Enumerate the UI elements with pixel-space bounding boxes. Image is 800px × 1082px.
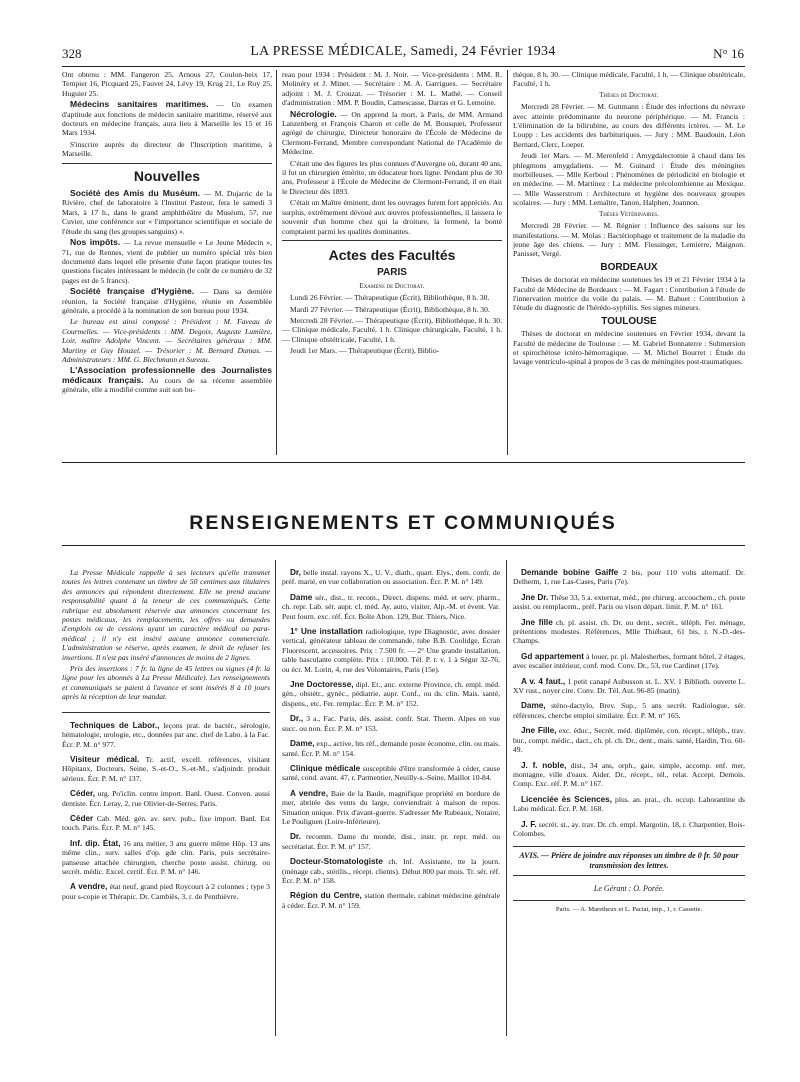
classified-ad bbox=[513, 795, 745, 814]
article-bureau: reau pour 1934 : Président : M. J. Noir. — Vice-présidents : MM. R. Molinéry et J. Minet. — Secrétaire : M. A. Garrigues. — Secrétaire adjoint : M. J. Crouzat. — Trésorier : M. L. Mathé. — Conseil d'administration : MM. P. Boudin, Camescasse, Darras et G. Lemoine. bbox=[282, 70, 502, 108]
classified-ad-head: A v. 4 faut., bbox=[521, 676, 566, 686]
section-title-nouvelles: Nouvelles bbox=[133, 167, 201, 184]
classified-ad-head: Gd appartement bbox=[521, 651, 584, 661]
classified-ad-text: Tr. actif, excell. références, visitant Hôpitaux, Docteurs, Seine, S.-et-O., S.-et-M., s'adjoindr. produit sérieux. Écr. P. M. n° 137. bbox=[62, 754, 270, 783]
classified-ad-head: Clinique médicale bbox=[290, 763, 361, 773]
classified-ad-text: radiologique, type Diagnostic, avec dossier vertical, générateur tableau de commande, tube B.B. Coolidge, Écran Fluorescent, accessoires. Prix : 7.500 fr. — 2° Une grande installation, table basculante complète. Prix : 10.000. Tél. P. r. v. 1 à Ségur 32-76, ou écr. M. Lorin, 4, rue des Volontaires, Paris (15e). bbox=[282, 627, 501, 674]
classified-ad-head: Techniques de Labor., bbox=[70, 720, 160, 730]
section-title-actes: Actes des Facultés bbox=[328, 246, 456, 263]
exam-day-3: Mercredi 28 Février. — Thérapeutique (Écrit), Bibliothèque, 8 h. 30. — Clinique médicale, Faculté, 1 h. Clinique chirurgicale, Faculté, 1 h. — Clinique obstétricale, Faculté, 1 h. bbox=[282, 315, 502, 344]
article-association: L'Association professionnelle des Journalistes médicaux français. Au cours de sa récente assemblée générale, elle a modifié comme suit son bu- bbox=[62, 365, 272, 395]
issue-number: N° 16 bbox=[713, 46, 744, 61]
ads-notice: La Presse Médicale rappelle à ses lecteurs qu'elle transmet toutes les lettres contenant un timbre de 50 centimes aux titulaires des annonces qui répondent directement. Elle ne prend aucune responsabilité quant à la teneur de ces communiqués. Cette rubrique est absolument réservée aux annonces concernant les postes médicaux, les remplacements, les offres ou demandes d'emplois ou de cessions ayant un caractère médical ou para-médical ; il n'y est inséré aucune annonce commerciale. L'administration se réserve, après examen, le droit de refuser les insertions. Il n'est pas inséré d'annonces de moins de 2 lignes. bbox=[62, 568, 270, 662]
classified-ad-head: Jne fille bbox=[521, 617, 553, 627]
exam-day-2: Mardi 27 Février. — Thérapeutique (Écrit), Bibliothèque, 8 h. 30. bbox=[290, 304, 490, 314]
classified-ad bbox=[282, 627, 500, 674]
article-necrologie-3: C'était un Maître éminent, dont les ouvrages furent fort appréciés. Au surplus, extrêmement dévoué aux œuvres professionnelles, il laissera le souvenir d'un homme chez qui la droiture, la fermeté, la bonté comptaient parmi les qualités dominantes. bbox=[282, 198, 502, 236]
classified-ad-text: ch. pl. assist. ch. Dr. ou dent., secrét., téléph. Fer. ménage, prétentions modestes. Références, Mlle Thiébaut, 61 bis, r. N.-D.-des-Champs. bbox=[513, 617, 745, 646]
exam-results: Ont obtenu : MM. Fangeron 25, Arnous 27, Coulon-beix 17, Tempier 16, Picquard 25, Fauvet 24, Lévy 19, Krug 21, Le Roy 25, Huguier 25. bbox=[62, 70, 272, 98]
classified-ad-text: état neuf, grand pied Roycourt à 2 colonnes ; type 3 pour s-copie et Thérapic. Dr. Cambiès, 3, r. de Penthièvre. bbox=[62, 882, 270, 901]
subsection-paris: PARIS bbox=[377, 267, 407, 279]
classified-ad-text: 3 a., Fac. Paris, dés. assist. confr. Stat. Therm. Alpes en vue succ. ou non. Écr. P. M. n° 153. bbox=[282, 714, 500, 733]
classified-ad bbox=[282, 739, 500, 758]
classified-ad-head: Région du Centre, bbox=[290, 891, 362, 901]
classified-ad-text: sér., dist., tr. recom., Direct. dispens. méd. et serv. pharm., ch. repr. Lab. sér. aupr. cl. méd. Ay. auto, visiter, Alp.-M. et évent. Var. Peut fourn. exc. réf. Écr. Boîte Abon. 129, Bur. Thiers, Nice. bbox=[282, 592, 500, 621]
subsection-bordeaux: BORDEAUX bbox=[600, 261, 658, 273]
classified-ad-text: urg. Po'iclin. centre import. Banl. Ouest. Conven. aussi dentiste. Écr. Leray, 2, rue Olivier-de-Serres, Paris. bbox=[62, 789, 270, 808]
classified-ad-head: Céder bbox=[70, 813, 94, 823]
avis-notice: AVIS. — Prière de joindre aux réponses un timbre de 0 fr. 50 pour transmission des lettres. bbox=[519, 851, 739, 871]
exams-heading: Examens de Doctorat. bbox=[359, 282, 425, 290]
avis-rule-top bbox=[513, 846, 745, 847]
classified-ad-text: exp., active, hts réf., demande poste économe, clin. ou mais. santé. Écr. P. M. n° 154. bbox=[282, 739, 500, 758]
classified-ad-text: 1 petit canapé Aubusson st. L. XV. 1 Biblioth. ouverte L. XV rust., noyer cire. Conv. Dr. Tél. Aut. 96-85 (matin). bbox=[513, 676, 746, 696]
theses-heading: Thèses de Doctorat. bbox=[599, 91, 659, 99]
classified-ad-head: Jne Fille, bbox=[521, 726, 557, 736]
article-necrologie-2: C'était une des figures les plus connues d'Auvergne où, durant 40 ans, il fut un chirurgien émérite, un éducateur hors ligne. Pendant plus de 30 ans, Professeur à l'École de Médecine de Clermont-Ferrand, il en était le Directeur dès 1893. bbox=[282, 158, 503, 196]
classified-ad-head: Dame, bbox=[521, 701, 546, 711]
classified-ad bbox=[62, 755, 270, 783]
classified-ad-text: plus. an. prat., ch. occup. Laborantine ds Labo médical. Écr. P. M. 168. bbox=[513, 794, 745, 814]
classified-ad-text: leçons prat. de bactér., sérologie, hématologie, urologie, etc., données par anc. chef de Labo. à la Fac. Écr. P. M. n° 977. bbox=[62, 720, 271, 749]
classified-ad bbox=[62, 882, 270, 901]
exam-day-4: Jeudi 1er Mars. — Thérapeutique (Écrit), Biblio- bbox=[290, 346, 440, 356]
avis-rule-bottom bbox=[513, 875, 745, 876]
section-divider bbox=[62, 462, 745, 463]
title-rule bbox=[62, 545, 745, 546]
renseignements-title: RENSEIGNEMENTS ET COMMUNIQUÉS bbox=[189, 512, 617, 534]
ads-column-1 bbox=[62, 568, 270, 907]
classified-ad-head: Jne Dr. bbox=[521, 592, 549, 602]
classified-ad bbox=[62, 721, 270, 749]
ads-list-3 bbox=[513, 568, 745, 838]
classified-ad-text: sténo-dactylo, Brev. Sup., 5 ans secrét. Radiologue, sér. références, cherche emploi similaire. Écr. P. M. n° 165. bbox=[513, 701, 745, 720]
classified-ad-text: à louer, pr. pl. Malesherbes, formant hôtel, 2 étages, avec escalier intérieur, conf. mod. Conv. Dr., 53, rue Cardinet (17e). bbox=[513, 651, 745, 671]
exam-day-1: Lundi 26 Février. — Thérapeutique (Écrit), Bibliothèque, 8 h. 30. bbox=[290, 293, 490, 303]
classified-ad-text: ch. Inf. Assistante, tte la journ. (ménage cab., stérilis., récept. clients). Début 800 par mois. Tr. sér. réf. Écr. P. M. n° 158. bbox=[282, 857, 500, 885]
classified-ad bbox=[282, 832, 500, 851]
classified-ad-head: J. f. noble, bbox=[521, 760, 567, 770]
classified-ad-text: 16 ans métier, 3 ans guerre même Hôp. 13 ans même clin., surv. salles d'op. gde clin. Paris, puis secrétaire-panseuse attachée chirurgien, cherche poste assist. chirurg. ou secrét. médic. Excel. certif. Écr. P. M. n° 146. bbox=[62, 838, 270, 876]
column-2 bbox=[282, 70, 502, 358]
article-impots: Nos impôts. — La revue mensuelle « Le Jeune Médecin », 71, rue de Rennes, vient de publier un numéro spécial très bien documenté dans lequel elle présente d'une façon pratique toutes les questions fiscales intéressant le médecin (le coût de ce numéro de 32 pages est de 5 francs). bbox=[62, 237, 272, 285]
article-medecins-2: S'inscrire auprès du directeur de l'Inscription maritime, à Marseille. bbox=[62, 139, 272, 159]
classified-ad-head: A vendre, bbox=[70, 882, 108, 892]
classified-ad-text: Cab. Méd. gén. av. serv. pub., fixe import. Banl. Est touch. Paris. Écr. P. M. n° 145. bbox=[62, 813, 270, 833]
classified-ad bbox=[62, 839, 270, 877]
classified-ad-head: 1° Une installation bbox=[290, 627, 363, 637]
article-amis-museum: Société des Amis du Muséum. — M. Dujarric de la Rivière, chef de laboratoire à l'Institut Pasteur, fera le samedi 3 Mars, à 17 h., dans le grand amphithéâtre du Muséum, 57, rue Cuvier, une conférence sur « l'importance scientifique et sociale de l'étude du sang (les groupes sanguins) ». bbox=[62, 188, 272, 236]
classified-ad bbox=[282, 857, 500, 885]
classified-ad bbox=[513, 593, 745, 612]
bordeaux-text: Thèses de doctorat en médecine soutenues les 19 et 21 Février 1934 à la Faculté de Médecine de Bordeaux : — M. Fagart : Contribution à l'étude de l'innervation motrice du voile du palais. — M. Bahuet : Contribution à l'étude du diagnostic de l'hérédo-syphilis. Ses signes mineurs. bbox=[513, 275, 745, 313]
classified-ad-text: dipl. Et., anc. externe Province, ch. empl. méd. gén., obstétr., gynéc., pédiatrie, aupr. Conf., ou ds. clin. Mais. santé, dispens., etc. Fer. remplac. Écr. P. M. n° 152. bbox=[282, 680, 500, 708]
classified-ad bbox=[282, 764, 500, 783]
classified-ad bbox=[62, 814, 270, 833]
classified-ad bbox=[62, 789, 270, 808]
classified-ad-text: susceptible d'être transformée à céder, cause santé, cond. avant. 47, r. Parmentier, Neuilly-s.-Seine, Maillot 10-84. bbox=[282, 763, 500, 783]
gerant-line: Le Gérant : O. Porée. bbox=[593, 884, 665, 894]
toulouse-text: Thèses de doctorat en médecine soutenues en Février 1934, devant la Faculté de médecine de Toulouse : — M. Gabriel Bonnaterre : Submersion et spirochétose ictéro-hémorragique. — M. Michel Bourret : Étude du lavage ventriculo-spinal à propos de 3 cas de méningites post-traumatiques. bbox=[513, 329, 745, 367]
imprint-rule bbox=[513, 900, 745, 901]
classified-ad-head: Demande bobine Gaiffe bbox=[521, 568, 619, 577]
article-necrologie: Nécrologie. — On apprend la mort, à Paris, de MM. Armand Lanzenberg et François Charon et celle de M. Bousquet, Professeur agrégé de chirurgie, Directeur honoraire de l'École de Médecine de Clermont-Ferrand, Membre correspondant National de l'Académie de Médecine. bbox=[282, 108, 502, 157]
classified-ad bbox=[282, 593, 500, 621]
classified-ad-head: Dame, bbox=[290, 739, 315, 749]
classified-ad bbox=[513, 677, 745, 696]
column-divider bbox=[276, 70, 277, 455]
classified-ad-text: station thermale, cabinet médecine générale à céder. Écr. P. M. n° 159. bbox=[282, 891, 500, 910]
classified-ad bbox=[282, 789, 500, 827]
classified-ad bbox=[513, 726, 745, 754]
publication-title: LA PRESSE MÉDICALE, Samedi, 24 Février 1934 bbox=[250, 44, 556, 59]
ads-list-2 bbox=[282, 568, 500, 910]
classified-ad-head: J. F. bbox=[521, 819, 537, 829]
column-divider bbox=[506, 560, 507, 1036]
page-header bbox=[62, 44, 744, 64]
subsection-toulouse: TOULOUSE bbox=[601, 315, 657, 327]
classified-ad bbox=[282, 891, 500, 910]
classified-ad bbox=[513, 568, 745, 587]
vet-heading: Thèses Vétérinaires. bbox=[599, 210, 659, 218]
notice-rule bbox=[62, 712, 270, 713]
classified-ad bbox=[513, 761, 745, 789]
classified-ad-head: Inf. dip. État, bbox=[70, 838, 121, 848]
classified-ad bbox=[513, 701, 745, 720]
classified-ad bbox=[513, 652, 745, 671]
classified-ad-head: Licenciée ès Sciences, bbox=[521, 794, 613, 804]
vet-day-1: Mercredi 28 Février. — M. Régnier : Influence des saisons sur les manifestations. — M. Molas : Bactériophage et traitement de la maladie du jeune âge des chiens. — Jury : MM. Fiessinger, Lemierre, Maignon. Panisset, Vergé. bbox=[513, 221, 745, 259]
classified-ad-text: Baie de la Baule, magnifique propriété en bordure de mer, abritée des vents du large, conviendrait à maison de repos. Situation unique. Prix d'avant-guerre. S'adresser Me Rubeaux, Notaire, Le Pouliguen (Loire-Inférieure). bbox=[282, 788, 501, 826]
classified-ad-head: Visiteur médical. bbox=[70, 754, 140, 764]
classified-ad-head: Dr. bbox=[290, 832, 301, 842]
column-divider bbox=[275, 560, 276, 1036]
ads-prices: Prix des insertions : 7 fr. la ligne de 45 lettres ou signes (4 fr. la ligne pour les abonnés à La Presse Médicale). Les renseignements et communiqués se paient à l'avance et sont insérés 8 à 10 jours après la réception de leur mandat. bbox=[62, 664, 270, 702]
classified-ad bbox=[282, 680, 500, 708]
classified-ad-text: secrét. st., ay. trav. Dr. ch. empl. Margotin, 18, r. Charpentier, Bois-Colombes. bbox=[513, 819, 745, 838]
classified-ad-text: 2 bis, pour 110 volts alternatif. Dr. Delherm, 1, rue Las-Cases, Paris (7e). bbox=[513, 568, 745, 587]
classified-ad-text: recomm. Dame du monde, dist., instr. pr. repr. méd. ou secrétariat. Écr. P. M. n° 157. bbox=[282, 832, 500, 851]
section-rule bbox=[282, 240, 502, 241]
classified-ad bbox=[282, 714, 500, 733]
classified-ad-head: Docteur-Stomatologiste bbox=[290, 857, 383, 867]
article-medecins: Médecins sanitaires maritimes. — Un examen d'aptitude aux fonctions de médecin sanitaire maritime, réservé aux docteurs en médecine français, aura lieu à Marseille les 15 et 16 Mars 1934. bbox=[62, 99, 272, 138]
page-number: 328 bbox=[62, 46, 82, 61]
classified-ad-text: dist., 34 ans, orph., gaie, simple, accomp. enf. mer, montagne, ville d'eaux. Aider. Dr., récept., tél., relat. Accept. Demois. Comp. Exc. réf. P. M. n° 167. bbox=[513, 760, 745, 789]
classified-ad-text: exc. éduc., Secrét. méd. diplômée, con. récept., téléph., trav. bur., compt. médic., dact., ch. pl. ch. Dr., dent., mais. santé, Hardin, Tro. 60-49. bbox=[513, 726, 745, 755]
classified-ad bbox=[513, 618, 745, 646]
classified-ad-head: Dame bbox=[290, 592, 313, 602]
classified-ad-head: Jne Doctoresse, bbox=[290, 680, 354, 690]
classified-ad bbox=[513, 820, 745, 839]
ads-list-1 bbox=[62, 721, 270, 902]
column-3 bbox=[513, 70, 745, 369]
header-rule bbox=[62, 66, 745, 67]
section-rule bbox=[62, 163, 272, 164]
column-divider bbox=[507, 70, 508, 455]
classified-ad-head: Céder, bbox=[70, 789, 96, 799]
imprint-line: Paris. — A. Maretheux et L. Pactat, imp., 1, r. Cassette. bbox=[555, 905, 703, 913]
classified-ad-text: belle instal. rayons X., U. V., diath., quart. Elys., dem. confr. de préf. marié, en vue collaboration ou association. Écr. P. M. n° 149. bbox=[282, 568, 500, 587]
these-day-1: Mercredi 28 Février. — M. Guttmann : Étude des infections du névraxe avec atteinte prédominante du neurone périphérique. — M. Francis : L'élimination de la bilirubine, au cours des différents ictères. — M. Le Loupp : Les accidents des barbituriques. — Jury : MM. Baudouin, Léon Bernard, Clerc, Loeper. bbox=[513, 102, 745, 149]
classified-ad-head: Dr, bbox=[290, 568, 301, 577]
ads-column-3 bbox=[513, 568, 745, 916]
these-day-2: Jeudi 1er Mars. — M. Merenfeld : Amygdalectomie à chaud dans les phlegmons amygdaliens. — M. Guinard : Étude des méningites morbilleuses. — Mlle Kerboul : Phénomènes de périodicité en biologie et en médecine. — M. Martinez : La médecine précolombienne au Mexique. — Mlle Wasserstrom : Architecture et hygiène des nouveaux groupes scolaires. — Jury : MM. Lemaître, Tanon, Halphen, Joannon. bbox=[513, 151, 745, 208]
classified-ad bbox=[282, 568, 500, 587]
classified-ad-head: A vendre, bbox=[290, 788, 328, 798]
column-1 bbox=[62, 70, 272, 397]
classified-ad-head: Dr., bbox=[290, 714, 304, 724]
ads-column-2 bbox=[282, 568, 500, 916]
classified-ad-text: Thèse 33, 5 a. externat, méd., pte chirurg. accouchem., ch. poste assist. ou remplacem., préf. Paris ou vison départ. limit. P. M. n° 161. bbox=[513, 592, 745, 612]
article-hygiene-bureau: Le bureau est ainsi composé : Président : M. Faveau de Courmelles. — Vice-présidents : MM. Degoix, Auguste Lumière, Loir, maître Adolphe Vincent. — Secrétaires généraux : MM. Martiny et Guy Houzel. — Trésorier : M. Bernard Dumas. — Administrateurs : MM. G. Blechmann et Sureau. bbox=[62, 317, 272, 364]
exam-day-4-cont: thèque, 8 h. 30. — Clinique médicale, Faculté, 1 h. — Clinique obstétricale, Faculté, 1 h. bbox=[513, 70, 745, 89]
article-hygiene: Société française d'Hygiène. — Dans sa dernière réunion, la Société française d'Hygiène, réunie en Assemblée générale, a procédé à la nomination de son bureau pour 1934. bbox=[62, 286, 272, 315]
